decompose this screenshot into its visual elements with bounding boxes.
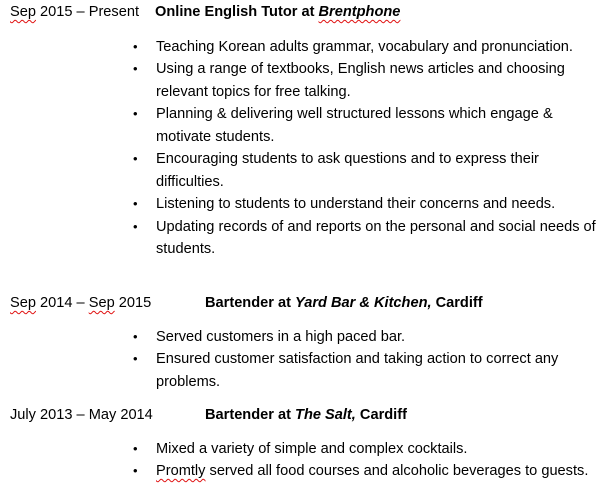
employer-name: The Salt,: [295, 407, 356, 423]
job-header: [0, 1, 614, 24]
job-title: Online English Tutor at Brentphone: [155, 4, 401, 20]
bullet-icon: •: [133, 61, 138, 76]
list-item: • Updating records of and reports on the personal and social needs of students.: [0, 216, 614, 261]
bullet-icon: •: [133, 440, 138, 456]
list-item: • Mixed a variety of simple and complex cocktails.: [0, 438, 614, 461]
list-item: • Teaching Korean adults grammar, vocabulary and pronunciation.: [0, 36, 614, 59]
bullet-icon: •: [133, 218, 138, 234]
job-dates: Sep 2015 – Present: [10, 4, 140, 20]
job-title: Bartender at The Salt, Cardiff: [205, 407, 407, 423]
spellcheck-word: [156, 463, 588, 479]
job-duties-list: [0, 438, 614, 483]
list-item: • Listening to students to understand their concerns and needs.: [0, 193, 614, 216]
list-item: • Planning & delivering well structured lessons which engage & motivate students.: [0, 103, 614, 148]
bullet-text-rest: served all food courses and alcoholic beverages to guests.: [205, 463, 589, 479]
spellcheck-underline: Sep: [10, 295, 36, 311]
job-entry-2: [0, 292, 614, 393]
list-item: • Using a range of textbooks, English news articles and choosing relevant topics for free talking.: [0, 58, 614, 103]
job-entry-3: [0, 404, 614, 483]
bullet-icon: •: [133, 328, 138, 344]
bullet-icon: •: [133, 463, 138, 478]
job-duties-list: [0, 326, 614, 394]
bullet-icon: •: [133, 106, 138, 121]
bullet-icon: •: [133, 151, 138, 166]
list-item: • Served customers in a high paced bar.: [0, 326, 614, 349]
bullet-icon: •: [133, 38, 138, 54]
job-duties-list: [0, 36, 614, 261]
job-dates: July 2013 – May 2014: [10, 407, 153, 423]
spellcheck-underline: Sep: [88, 295, 115, 311]
list-item: [0, 460, 614, 483]
list-item: • Ensured customer satisfaction and taking action to correct any problems.: [0, 348, 614, 393]
spellcheck-underline: Sep: [10, 4, 36, 20]
bullet-icon: •: [133, 196, 138, 211]
misspelled-word: Promtly: [156, 463, 206, 479]
list-item: • Encouraging students to ask questions and to express their difficulties.: [0, 148, 614, 193]
job-title: Bartender at Yard Bar & Kitchen, Cardiff: [205, 295, 483, 311]
bullet-icon: •: [133, 351, 138, 366]
job-dates: Sep 2014 – Sep 2015: [10, 295, 152, 311]
job-entry-1: [0, 1, 614, 261]
employer-name: Brentphone: [318, 4, 401, 20]
job-header: [0, 404, 614, 427]
job-header: [0, 292, 614, 315]
employer-name: Yard Bar & Kitchen,: [295, 295, 432, 311]
